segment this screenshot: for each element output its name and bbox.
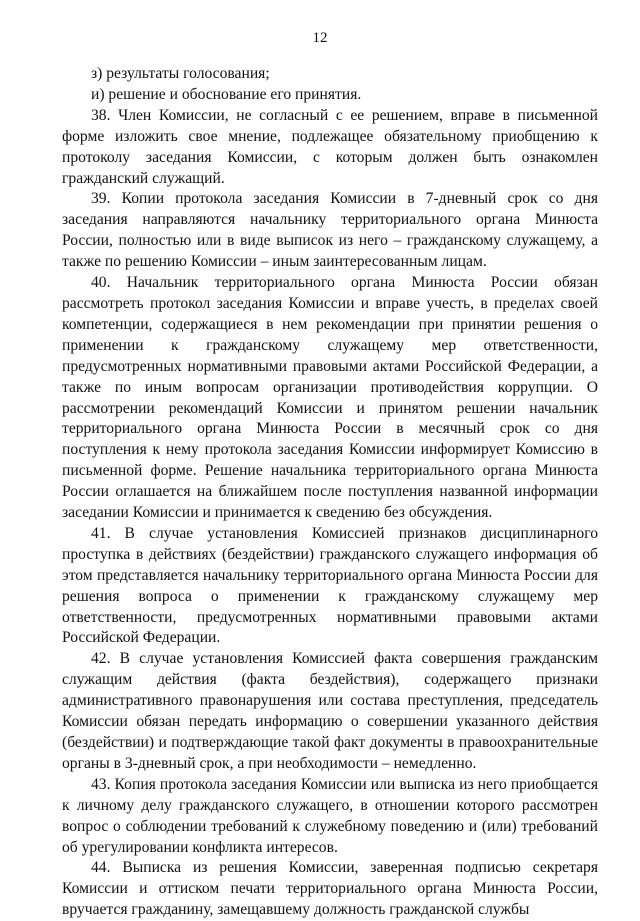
document-body — [62, 64, 598, 921]
clause-42: 42. В случае установления Комиссией факта совершения гражданским служащим действия (факта бездействия), содержащего признаки административного правонарушения или состава преступления, председатель Комиссии обязан передать информацию о совершении указанного действия (бездействии) и подтверждающие такой факт документы в правоохранительные органы в 3-дневный срок, а при необходимости – немедленно. — [62, 650, 598, 772]
clause-39: 39. Копии протокола заседания Комиссии в 7-дневный срок со дня заседания направляются начальнику территориального органа Минюста России, полностью или в виде выписок из него – гражданскому служащему, а также по решению Комиссии – иным заинтересованным лицам. — [62, 190, 598, 271]
clause-40: 40. Начальник территориального органа Минюста России обязан рассмотреть протокол заседания Комиссии и вправе учесть, в пределах своей компетенции, содержащиеся в нем рекомендации при принятии решения о применении к гражданскому служащему мер ответственности, предусмотренных нормативными правовыми актами Российской Федерации, а также по иным вопросам организации противодействия коррупции. О рассмотрении рекомендаций Комиссии и принятом решении начальник территориального органа Минюста России в месячный срок со дня поступления к нему протокола заседания Комиссии информирует Комиссию в письменной форме. Решение начальника территориального органа Минюста России оглашается на ближайшем после поступления названной информации заседании Комиссии и принимается к сведению без обсуждения. — [62, 274, 598, 522]
clause-41: 41. В случае установления Комиссией признаков дисциплинарного проступка в действиях (бездействии) гражданского служащего информация об этом представляется начальнику территориального органа Минюста России для решения вопроса о применении к гражданскому служащему мер ответственности, предусмотренных нормативными правовыми актами Российской Федерации. — [62, 524, 598, 647]
clause-38: 38. Член Комиссии, не согласный с ее решением, вправе в письменной форме изложить свое мнение, подлежащее обязательному приобщению к протоколу заседания Комиссии, с которым должен быть ознакомлен гражданский служащий. — [62, 106, 598, 187]
list-item-i: и) решение и обоснование его принятия. — [91, 85, 362, 103]
clause-44: 44. Выписка из решения Комиссии, заверенная подписью секретаря Комиссии и оттиском печати территориального органа Минюста России, вручается гражданину, замещавшему должность гражданской службы — [62, 859, 598, 919]
page-number: 12 — [312, 30, 328, 46]
list-item-z: з) результаты голосования; — [91, 65, 270, 82]
clause-43: 43. Копия протокола заседания Комиссии или выписка из него приобщается к личному делу гражданского служащего, в отношении которого рассмотрен вопрос о соблюдении требований к служебному поведению и (или) требований об урегулировании конфликта интересов. — [62, 775, 598, 856]
